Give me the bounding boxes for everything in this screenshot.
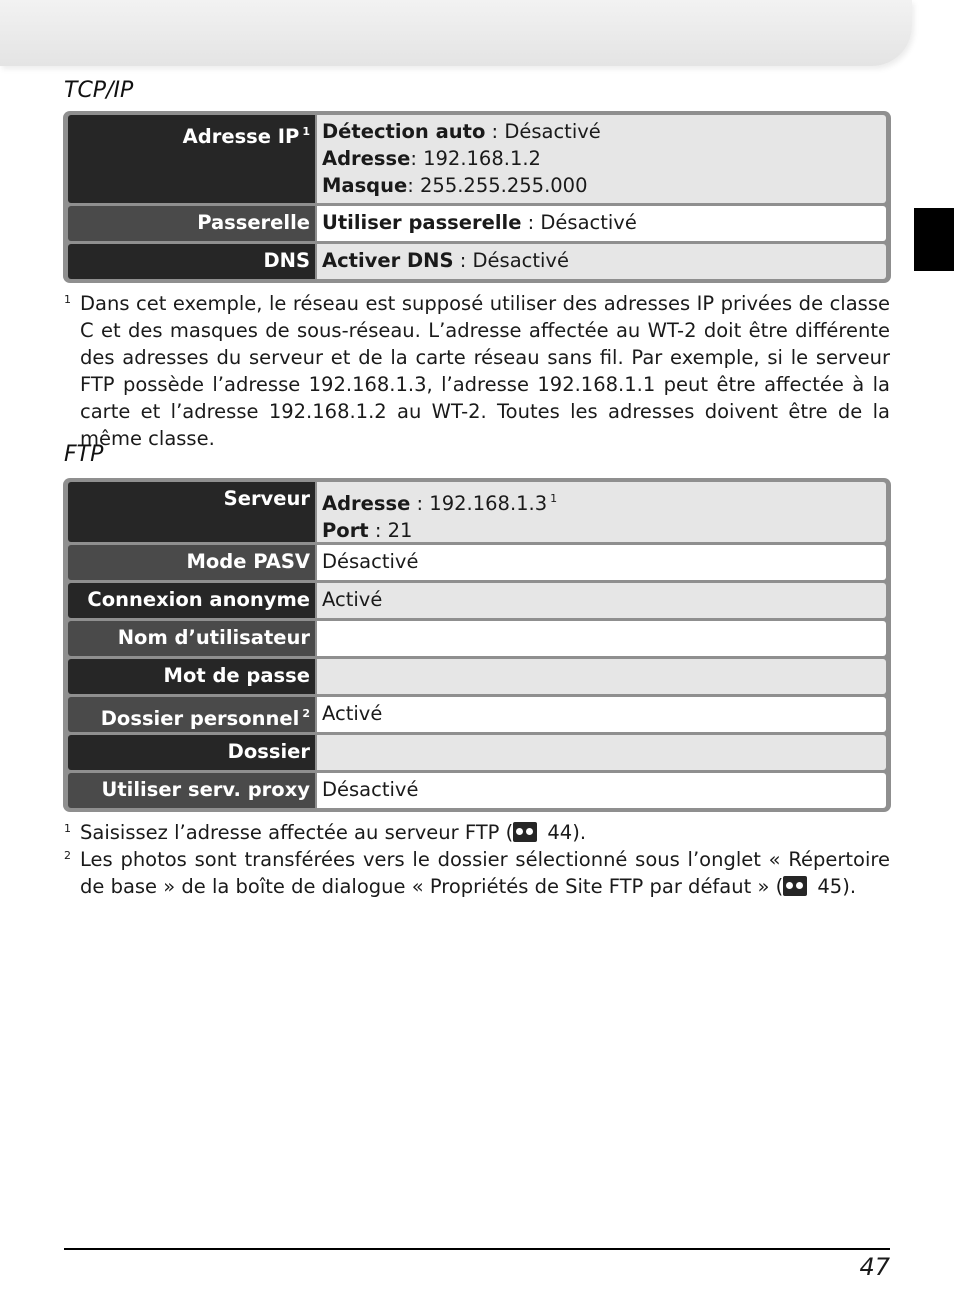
row-value: Utiliser passerelle : Désactivé [317, 206, 886, 241]
row-value: Activé [317, 697, 886, 732]
table-row [68, 482, 886, 542]
section-title-tcpip: TCP/IP [64, 78, 134, 103]
row-label: Connexion anonyme [68, 583, 315, 618]
row-value: Adresse : 192.168.1.3 $^1$ Port : 21 [317, 482, 886, 542]
table-row [68, 206, 886, 241]
table-row [68, 583, 886, 618]
footnote: 2 Les photos sont transférées vers le dossier sélectionné sous l’onglet « Répertoire de base » de la boîte de dialogue « Propriétés de Site FTP par défaut » ( 45). [64, 848, 890, 898]
row-label: Mode PASV [68, 545, 315, 580]
row-label: DNS [68, 244, 315, 279]
row-value: Détection auto : Désactivé Adresse: 192.168.1.2 Masque: 255.255.255.000 [317, 115, 886, 203]
row-label: Mot de passe [68, 659, 315, 694]
table-row [68, 621, 886, 656]
tcpip-footnotes [64, 290, 890, 452]
section-tab-marker [914, 208, 954, 271]
table-row [68, 545, 886, 580]
table-row [68, 735, 886, 770]
page-number: 47 [859, 1253, 890, 1281]
reference-icon [513, 822, 537, 842]
reference-icon [783, 876, 807, 896]
row-label: Passerelle [68, 206, 315, 241]
header-band [0, 0, 912, 66]
table-row [68, 659, 886, 694]
row-value [317, 659, 886, 694]
table-row [68, 773, 886, 808]
tcpip-table [63, 111, 891, 283]
row-label: Serveur [68, 482, 315, 542]
table-row [68, 115, 886, 203]
row-value: Désactivé [317, 545, 886, 580]
row-label: Dossier [68, 735, 315, 770]
row-label: Nom d’utilisateur [68, 621, 315, 656]
table-row [68, 697, 886, 732]
footnote: 1 Dans cet exemple, le réseau est supposé utiliser des adresses IP privées de classe C et des masques de sous-réseau. L’adresse affectée au WT-2 doit être différente des adresses du serveur et de la carte réseau sans fil. Par exemple, si le serveur FTP possède l’adresse 192.168.1.3, l’adresse 192.168.1.1 peut être affectée à la carte et l’adresse 192.168.1.2 au WT-2. Toutes les adresses doivent être de la même classe. [64, 292, 890, 450]
row-label: Utiliser serv. proxy [68, 773, 315, 808]
ftp-table [63, 478, 891, 812]
table-row [68, 244, 886, 279]
row-value: Désactivé [317, 773, 886, 808]
row-value [317, 621, 886, 656]
ftp-footnotes [64, 819, 890, 900]
footnote: 1 Saisissez l’adresse affectée au serveur FTP ( 44). [64, 821, 587, 844]
row-label: Dossier personnel $^2$ [68, 697, 315, 732]
row-value: Activé [317, 583, 886, 618]
row-value [317, 735, 886, 770]
row-value: Activer DNS : Désactivé [317, 244, 886, 279]
row-label: Adresse IP $^1$ [68, 115, 315, 203]
section-title-ftp: FTP [64, 442, 104, 467]
footer-rule [64, 1248, 890, 1250]
